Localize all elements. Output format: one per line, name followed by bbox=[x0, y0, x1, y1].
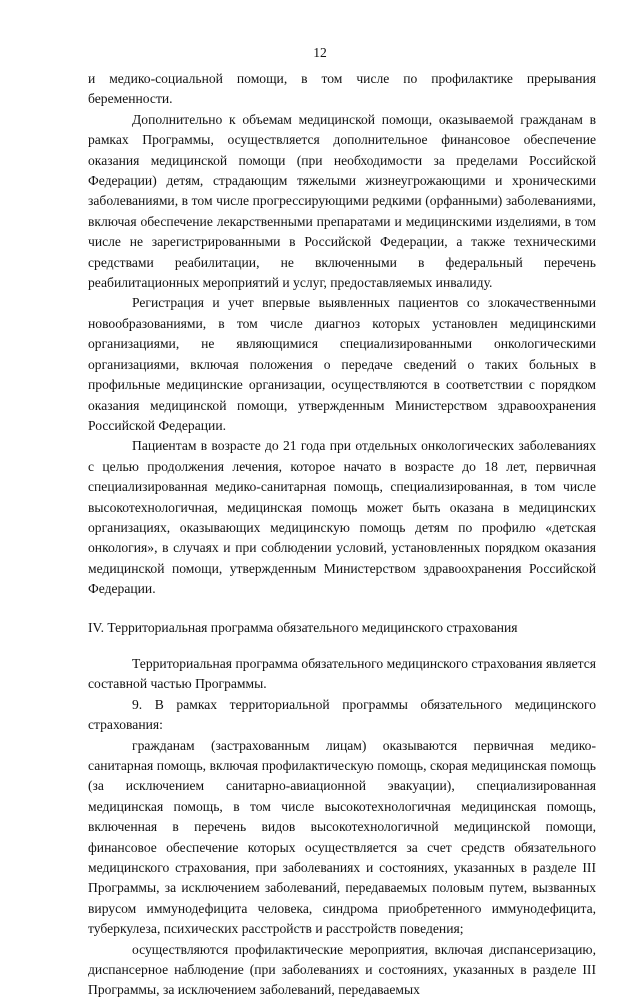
page-number: 12 bbox=[313, 45, 327, 60]
paragraph-program-part: Территориальная программа обязательного медицинского страхования является составной частью Программы. bbox=[88, 655, 596, 692]
paragraph-insured-citizens: гражданам (застрахованным лицам) оказываются первичная медико-санитарная помощь, включая профилактическую помощь, скорая медицинская помощь (за исключением санитарно-авиационной эвакуации), специализированная медицинская помощь, в том числе высокотехнологичная медицинская помощь, включенная в перечень видов высокотехнологичной медицинской помощи, финансовое обеспечение которых осуществляется за счет средств обязательного медицинского страхования, при заболеваниях и состояниях, указанных в разделе III Программы, за исключением заболеваний, передаваемых половым путем, вызванных вирусом иммунодефицита человека, синдрома приобретенного иммунодефицита, туберкулеза, психических расстройств и расстройств поведения; bbox=[88, 737, 596, 937]
document-body bbox=[88, 69, 596, 1001]
paragraph-patients-under-21: Пациентам в возрасте до 21 года при отдельных онкологических заболеваниях с целью продолжения лечения, которое начато в возрасте до 18 лет, первичная специализированная медико-санитарная помощь, специализированная, в том числе высокотехнологичная, медицинская помощь может быть оказана в медицинских организациях, оказывающих медицинскую помощь детям по профилю «детская онкология», в случаях и при соблюдении условий, установленных порядком оказания медицинской помощи, утвержденным Министерством здравоохранения Российской Федерации. bbox=[88, 438, 596, 597]
paragraph-additional-funding: Дополнительно к объемам медицинской помощи, оказываемой гражданам в рамках Программы, осуществляется дополнительное финансовое обеспечение оказания медицинской помощи (при необходимости за пределами Российской Федерации) детям, страдающим тяжелыми жизнеугрожающими и хроническими заболеваниями, в том числе прогрессирующими редкими (орфанными) заболеваниями, включая обеспечение лекарственными препаратами и медицинскими изделиями, в том числе не зарегистрированными в Российской Федерации, а также техническими средствами реабилитации, не включенными в федеральный перечень реабилитационных мероприятий и услуг, предоставляемых инвалиду. bbox=[88, 111, 596, 291]
paragraph-continuation: и медико-социальной помощи, в том числе по профилактике прерывания беременности. bbox=[88, 71, 596, 107]
paragraph-preventive-measures: осуществляются профилактические мероприятия, включая диспансеризацию, диспансерное наблюдение (при заболеваниях и состояниях, указанных в разделе III Программы, за исключением заболеваний, передаваемых bbox=[88, 941, 596, 998]
section-heading: IV. Территориальная программа обязательного медицинского страхования bbox=[88, 619, 518, 635]
paragraph-item-9: 9. В рамках территориальной программы обязательного медицинского страхования: bbox=[88, 696, 596, 733]
paragraph-oncology-registration: Регистрация и учет впервые выявленных пациентов со злокачественными новообразованиями, в том числе диагноз которых установлен медицинскими организациями, не являющимися специализированными онкологическими организациями, включая положения о передаче сведений о таких больных в профильные медицинские организации, осуществляются в соответствии с порядком оказания медицинской помощи, утвержденным Министерством здравоохранения Российской Федерации. bbox=[88, 295, 596, 433]
